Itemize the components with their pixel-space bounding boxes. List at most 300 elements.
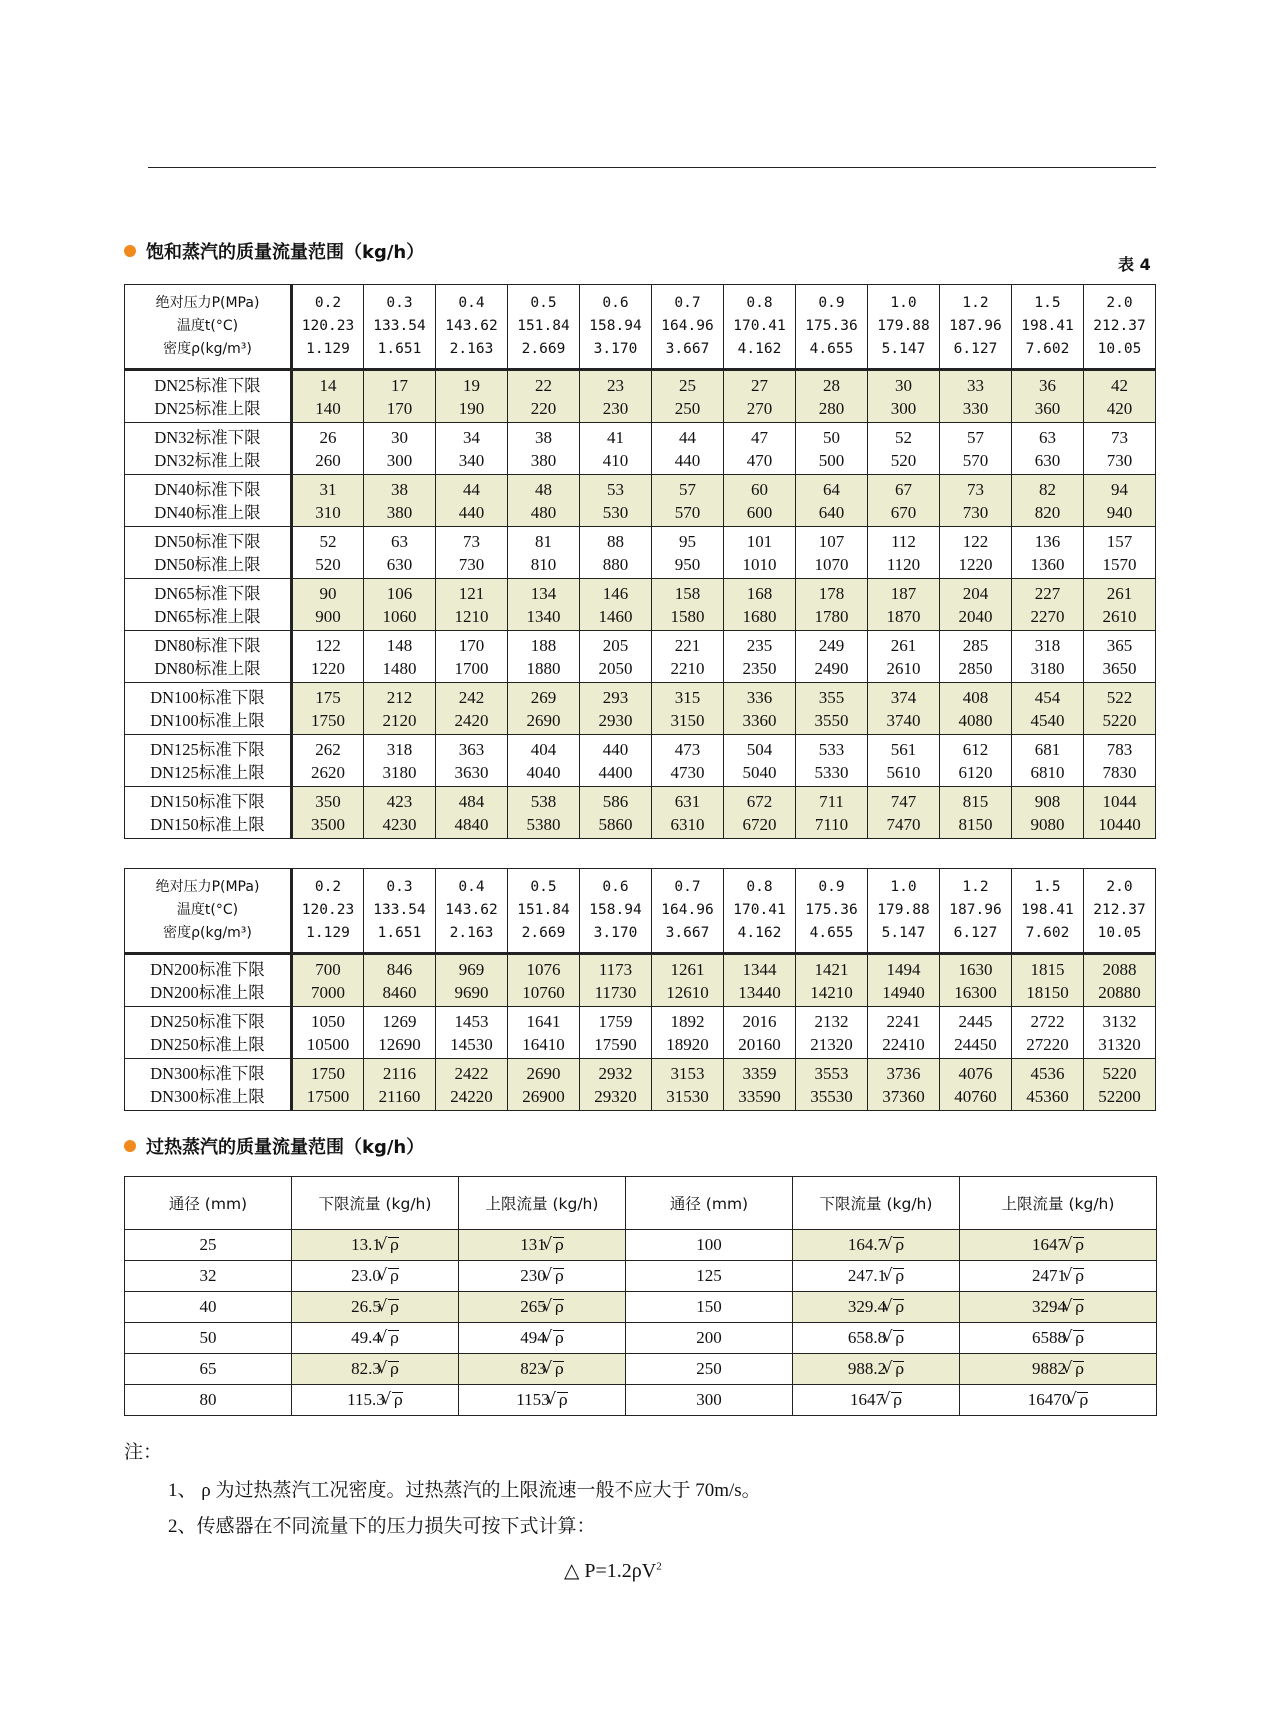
cell-line: 157 xyxy=(1106,531,1133,551)
table-cell xyxy=(793,1261,960,1292)
cell-line: 0.5 xyxy=(530,879,557,895)
cell-line: 1.0 xyxy=(890,879,917,895)
cell-line: 179.88 xyxy=(877,902,930,918)
cell-line: 170.41 xyxy=(733,318,786,334)
cell-line: 29320 xyxy=(594,1086,637,1106)
cell-line: 262 xyxy=(315,739,341,759)
table-row xyxy=(125,527,1156,579)
cell-line: 630 xyxy=(386,554,413,574)
cell-line: 1060 xyxy=(382,606,417,626)
cell-line: 269 xyxy=(530,687,557,707)
cell-line: 60 xyxy=(751,479,768,499)
cell-line: DN32标准下限 xyxy=(154,427,261,447)
cell-value: 115.3 xyxy=(347,1390,385,1409)
cell-line: 230 xyxy=(602,398,629,418)
cell-value: 265 xyxy=(520,1297,546,1316)
cell-line: 35530 xyxy=(810,1086,853,1106)
table-cell xyxy=(125,1292,292,1323)
row-label-cell xyxy=(125,579,292,631)
value-cell xyxy=(940,579,1012,631)
cell-line: 300 xyxy=(386,450,413,470)
table-cell xyxy=(292,1261,459,1292)
sqrt-rho: √ ρ xyxy=(553,1237,564,1253)
cell-line: 711 xyxy=(819,791,844,811)
cell-value: 1647 xyxy=(1031,1235,1066,1254)
cell-line: 5220 xyxy=(1102,710,1137,730)
cell-line: 95 xyxy=(679,531,696,551)
cell-line: 440 xyxy=(674,450,701,470)
cell-line: 9080 xyxy=(1030,814,1065,834)
cell-line: 0.4 xyxy=(458,295,485,311)
cell-line: 1.129 xyxy=(306,925,350,941)
cell-line: 187.96 xyxy=(949,902,1002,918)
value-cell xyxy=(364,631,436,683)
value-cell xyxy=(364,1059,436,1111)
value-cell xyxy=(652,423,724,475)
cell-line: 3.170 xyxy=(593,341,638,357)
value-cell xyxy=(1012,527,1084,579)
value-cell xyxy=(652,787,724,839)
cell-line: 440 xyxy=(458,502,485,522)
value-cell xyxy=(580,370,652,423)
value-cell xyxy=(1012,370,1084,423)
cell-line: 1050 xyxy=(311,1011,345,1031)
value-cell xyxy=(1084,527,1156,579)
cell-line: 681 xyxy=(1034,739,1061,759)
cell-line: 1750 xyxy=(311,1063,345,1083)
cell-line: 63 xyxy=(1039,427,1056,447)
table-cell xyxy=(292,1354,459,1385)
value-cell xyxy=(292,475,364,527)
cell-line: 3.667 xyxy=(665,925,710,941)
value-cell xyxy=(508,683,580,735)
cell-line: 4.655 xyxy=(809,925,854,941)
cell-line: 38 xyxy=(535,427,552,447)
cell-value: 25 xyxy=(199,1235,217,1254)
table-cell xyxy=(292,1323,459,1354)
cell-value: 49.4 xyxy=(351,1328,381,1347)
value-cell xyxy=(508,1059,580,1111)
cell-line: 7110 xyxy=(814,814,849,834)
cell-line: 170.41 xyxy=(733,902,786,918)
cell-line: 350 xyxy=(315,791,341,811)
cell-line: 4076 xyxy=(958,1063,993,1083)
cell-line: DN25标准下限 xyxy=(154,375,261,395)
value-cell xyxy=(796,1059,868,1111)
cell-line: 63 xyxy=(391,531,408,551)
cell-line: 2445 xyxy=(958,1011,993,1031)
cell-value: 13.1 xyxy=(351,1235,381,1254)
value-cell xyxy=(580,787,652,839)
cell-line: 2.163 xyxy=(449,341,494,357)
table-row xyxy=(125,683,1156,735)
cell-line: 423 xyxy=(386,791,413,811)
cell-line: 1.651 xyxy=(377,341,422,357)
value-cell xyxy=(436,787,508,839)
header-value-cell xyxy=(868,869,940,954)
table-number: 表 4 xyxy=(1118,255,1151,274)
header-value-cell xyxy=(364,285,436,370)
value-cell xyxy=(796,954,868,1007)
table-cell xyxy=(960,1385,1157,1416)
cell-line: 747 xyxy=(890,791,917,811)
cell-value: 26.5 xyxy=(351,1297,381,1316)
cell-line: 533 xyxy=(818,739,845,759)
cell-line: DN32标准上限 xyxy=(154,450,261,470)
value-cell xyxy=(508,423,580,475)
cell-line: 473 xyxy=(674,739,701,759)
cell-line: 18920 xyxy=(666,1034,709,1054)
cell-line: 1220 xyxy=(311,658,345,678)
value-cell xyxy=(292,683,364,735)
cell-line: 1641 xyxy=(526,1011,561,1031)
cell-line: DN40标准上限 xyxy=(154,502,261,522)
table-cell xyxy=(125,1354,292,1385)
cell-line: 336 xyxy=(746,687,773,707)
cell-line: 4536 xyxy=(1030,1063,1065,1083)
cell-line: 0.6 xyxy=(602,879,629,895)
cell-line: 2132 xyxy=(814,1011,849,1031)
cell-line: 2210 xyxy=(670,658,705,678)
cell-line: DN25标准上限 xyxy=(154,398,261,418)
cell-line: 380 xyxy=(530,450,557,470)
cell-line: DN80标准上限 xyxy=(154,658,261,678)
sqrt-rho: √ ρ xyxy=(1077,1392,1088,1408)
cell-line: 1261 xyxy=(670,959,705,979)
value-cell xyxy=(436,579,508,631)
value-cell xyxy=(940,735,1012,787)
cell-line: 1780 xyxy=(814,606,849,626)
table-row xyxy=(125,1292,1157,1323)
table-cell xyxy=(459,1323,626,1354)
cell-value: 40 xyxy=(199,1297,217,1316)
value-cell xyxy=(1012,683,1084,735)
cell-line: 340 xyxy=(458,450,485,470)
cell-line: 57 xyxy=(679,479,696,499)
cell-value: 50 xyxy=(199,1328,217,1347)
value-cell xyxy=(724,475,796,527)
cell-line: DN150标准上限 xyxy=(150,814,265,834)
cell-line: DN150标准下限 xyxy=(150,791,265,811)
cell-line: 47 xyxy=(751,427,768,447)
cell-line: 586 xyxy=(602,791,629,811)
cell-line: 6.127 xyxy=(953,925,998,941)
value-cell xyxy=(364,579,436,631)
cell-line: 13440 xyxy=(738,982,781,1002)
cell-line: DN65标准下限 xyxy=(154,583,261,603)
cell-line: 5380 xyxy=(526,814,561,834)
sqrt-rho: √ ρ xyxy=(893,1268,904,1284)
header-cell: 通径 (mm) xyxy=(125,1177,292,1230)
value-cell xyxy=(724,683,796,735)
cell-line: 0.2 xyxy=(314,879,342,895)
cell-line: 1460 xyxy=(598,606,633,626)
cell-line: 846 xyxy=(386,959,413,979)
value-cell xyxy=(436,631,508,683)
value-cell xyxy=(652,683,724,735)
row-label-cell xyxy=(125,683,292,735)
cell-line: 16300 xyxy=(954,982,997,1002)
cell-line: 26900 xyxy=(522,1086,565,1106)
value-cell xyxy=(508,579,580,631)
header-value-cell xyxy=(1084,285,1156,370)
cell-line: 1700 xyxy=(454,658,489,678)
cell-line: 20880 xyxy=(1098,982,1141,1002)
value-cell xyxy=(1084,735,1156,787)
cell-line: 17500 xyxy=(306,1086,350,1106)
value-cell xyxy=(940,370,1012,423)
row-label-cell xyxy=(125,423,292,475)
cell-line: 44 xyxy=(463,479,480,499)
cell-line: 2350 xyxy=(742,658,777,678)
cell-line: DN250标准上限 xyxy=(150,1034,265,1054)
cell-line: 2722 xyxy=(1030,1011,1065,1031)
sqrt-rho: √ ρ xyxy=(388,1361,399,1377)
table-cell xyxy=(626,1385,793,1416)
cell-line: 3.667 xyxy=(665,341,710,357)
table-row xyxy=(125,1007,1156,1059)
cell-line: 88 xyxy=(607,531,624,551)
cell-line: 408 xyxy=(962,687,989,707)
cell-line: 520 xyxy=(315,554,341,574)
header-value-cell xyxy=(1012,869,1084,954)
cell-line: 31530 xyxy=(666,1086,709,1106)
cell-line: 2.669 xyxy=(521,925,566,941)
table-cell xyxy=(626,1292,793,1323)
cell-line: 134 xyxy=(530,583,557,603)
cell-line: 0.5 xyxy=(530,295,557,311)
cell-line: 178 xyxy=(818,583,845,603)
cell-line: 3550 xyxy=(814,710,849,730)
header-value-cell xyxy=(724,869,796,954)
cell-value: 131 xyxy=(520,1235,546,1254)
table-cell xyxy=(626,1261,793,1292)
value-cell xyxy=(1084,787,1156,839)
cell-value: 250 xyxy=(696,1359,722,1378)
cell-line: 7.602 xyxy=(1025,925,1070,941)
cell-line: 2610 xyxy=(1102,606,1137,626)
cell-line: 0.3 xyxy=(386,879,413,895)
cell-line: 700 xyxy=(315,959,341,979)
cell-line: 4540 xyxy=(1030,710,1065,730)
value-cell xyxy=(796,370,868,423)
header-label-cell xyxy=(125,869,292,954)
value-cell xyxy=(292,735,364,787)
cell-line: 380 xyxy=(386,502,413,522)
cell-line: 1759 xyxy=(598,1011,633,1031)
cell-line: 4730 xyxy=(670,762,705,782)
cell-line: 4.162 xyxy=(737,925,782,941)
cell-line: 1421 xyxy=(814,959,849,979)
table-cell xyxy=(292,1292,459,1323)
cell-line: 1494 xyxy=(886,959,921,979)
cell-line: DN300标准上限 xyxy=(150,1086,265,1106)
value-cell xyxy=(436,1007,508,1059)
cell-line: 179.88 xyxy=(877,318,930,334)
cell-line: 107 xyxy=(818,531,845,551)
header-value-cell xyxy=(364,869,436,954)
value-cell xyxy=(868,683,940,735)
cell-line: 730 xyxy=(458,554,485,574)
cell-line: 94 xyxy=(1111,479,1128,499)
table-row xyxy=(125,1261,1157,1292)
cell-line: 4080 xyxy=(958,710,993,730)
cell-line: 164.96 xyxy=(661,902,714,918)
header-cell: 上限流量 (kg/h) xyxy=(960,1177,1157,1230)
cell-line: 820 xyxy=(1034,502,1061,522)
table-cell xyxy=(125,1261,292,1292)
cell-value: 329.4 xyxy=(847,1297,887,1316)
row-label-cell xyxy=(125,475,292,527)
value-cell xyxy=(1012,631,1084,683)
cell-line: 2016 xyxy=(742,1011,777,1031)
value-cell xyxy=(1084,370,1156,423)
cell-line: 2930 xyxy=(598,710,633,730)
cell-line: 10760 xyxy=(522,982,565,1002)
cell-line: 4.655 xyxy=(809,341,854,357)
cell-value: 230 xyxy=(520,1266,546,1285)
cell-line: DN200标准上限 xyxy=(150,982,265,1002)
cell-line: 2050 xyxy=(598,658,633,678)
sqrt-rho: √ ρ xyxy=(557,1392,568,1408)
cell-line: 6810 xyxy=(1030,762,1065,782)
value-cell xyxy=(1084,1059,1156,1111)
value-cell xyxy=(1084,683,1156,735)
value-cell xyxy=(652,527,724,579)
note-2: 2、传感器在不同流量下的压力损失可按下式计算： xyxy=(168,1516,596,1537)
cell-line: 10500 xyxy=(306,1034,350,1054)
cell-line: 2420 xyxy=(454,710,489,730)
cell-line: 355 xyxy=(818,687,845,707)
cell-line: 18150 xyxy=(1026,982,1069,1002)
table-cell xyxy=(626,1230,793,1261)
value-cell xyxy=(364,475,436,527)
value-cell xyxy=(652,579,724,631)
sqrt-rho: √ ρ xyxy=(1073,1237,1084,1253)
cell-line: 318 xyxy=(1034,635,1061,655)
header-value-cell xyxy=(940,285,1012,370)
value-cell xyxy=(1084,475,1156,527)
cell-line: 310 xyxy=(315,502,341,522)
cell-line: 24220 xyxy=(450,1086,493,1106)
cell-line: 315 xyxy=(674,687,701,707)
cell-line: 82 xyxy=(1039,479,1056,499)
header-rule xyxy=(148,167,1156,168)
value-cell xyxy=(580,735,652,787)
value-cell xyxy=(724,787,796,839)
value-cell xyxy=(292,423,364,475)
cell-line: 57 xyxy=(967,427,984,447)
cell-line: 5040 xyxy=(742,762,777,782)
cell-line: 4.162 xyxy=(737,341,782,357)
sqrt-rho: √ ρ xyxy=(893,1361,904,1377)
cell-line: DN125标准下限 xyxy=(150,739,265,759)
cell-line: 22 xyxy=(535,375,552,395)
cell-line: DN40标准下限 xyxy=(154,479,261,499)
cell-line: 5330 xyxy=(814,762,849,782)
cell-line: 44 xyxy=(679,427,696,447)
table-cell xyxy=(459,1261,626,1292)
value-cell xyxy=(724,423,796,475)
value-cell xyxy=(868,527,940,579)
cell-value: 150 xyxy=(696,1297,722,1316)
cell-line: 0.9 xyxy=(818,879,845,895)
cell-value: 300 xyxy=(696,1390,722,1409)
cell-line: 6.127 xyxy=(953,341,998,357)
value-cell xyxy=(580,423,652,475)
cell-value: 658.8 xyxy=(847,1328,887,1347)
value-cell xyxy=(1012,1007,1084,1059)
cell-line: 0.6 xyxy=(602,295,629,311)
cell-line: 158.94 xyxy=(589,902,642,918)
cell-line: 6120 xyxy=(958,762,993,782)
cell-line: 67 xyxy=(895,479,912,499)
cell-line: 2690 xyxy=(526,1063,561,1083)
table-row xyxy=(125,1230,1157,1261)
cell-line: 33 xyxy=(967,375,984,395)
cell-line: 52 xyxy=(895,427,912,447)
cell-line: 212.37 xyxy=(1093,318,1146,334)
cell-line: 0.2 xyxy=(314,295,342,311)
cell-line: 17 xyxy=(391,375,408,395)
table-cell xyxy=(793,1323,960,1354)
cell-line: DN100标准下限 xyxy=(150,687,265,707)
cell-line: 143.62 xyxy=(445,318,498,334)
cell-line: 242 xyxy=(458,687,485,707)
cell-line: 783 xyxy=(1106,739,1133,759)
cell-line: 24450 xyxy=(954,1034,997,1054)
cell-line: 3.170 xyxy=(593,925,638,941)
value-cell xyxy=(796,475,868,527)
cell-line: 1815 xyxy=(1030,959,1065,979)
value-cell xyxy=(436,370,508,423)
value-cell xyxy=(436,527,508,579)
cell-line: 5610 xyxy=(886,762,921,782)
header-value-cell xyxy=(436,869,508,954)
value-cell xyxy=(364,954,436,1007)
value-cell xyxy=(508,370,580,423)
cell-line: 164.96 xyxy=(661,318,714,334)
table-cell xyxy=(626,1354,793,1385)
cell-line: DN300标准下限 xyxy=(150,1063,265,1083)
header-value-cell xyxy=(652,869,724,954)
cell-line: 969 xyxy=(458,959,485,979)
value-cell xyxy=(292,787,364,839)
sqrt-rho: √ ρ xyxy=(893,1330,904,1346)
value-cell xyxy=(796,423,868,475)
value-cell xyxy=(940,954,1012,1007)
value-cell xyxy=(796,735,868,787)
cell-line: 2.669 xyxy=(521,341,566,357)
cell-line: 285 xyxy=(962,635,989,655)
cell-line: 730 xyxy=(1106,450,1133,470)
cell-line: 4840 xyxy=(454,814,489,834)
section1-heading: 饱和蒸汽的质量流量范围（kg/h） xyxy=(124,238,424,264)
value-cell xyxy=(1084,579,1156,631)
cell-line: 0.3 xyxy=(386,295,413,311)
value-cell xyxy=(1084,423,1156,475)
cell-line: 520 xyxy=(890,450,917,470)
cell-line: 561 xyxy=(890,739,917,759)
cell-line: 52 xyxy=(319,531,337,551)
cell-line: 120.23 xyxy=(301,318,355,334)
value-cell xyxy=(868,631,940,683)
value-cell xyxy=(436,683,508,735)
header-cell: 下限流量 (kg/h) xyxy=(793,1177,960,1230)
cell-line: 630 xyxy=(1034,450,1061,470)
cell-line: 0.7 xyxy=(674,879,701,895)
header-value-cell xyxy=(292,869,364,954)
